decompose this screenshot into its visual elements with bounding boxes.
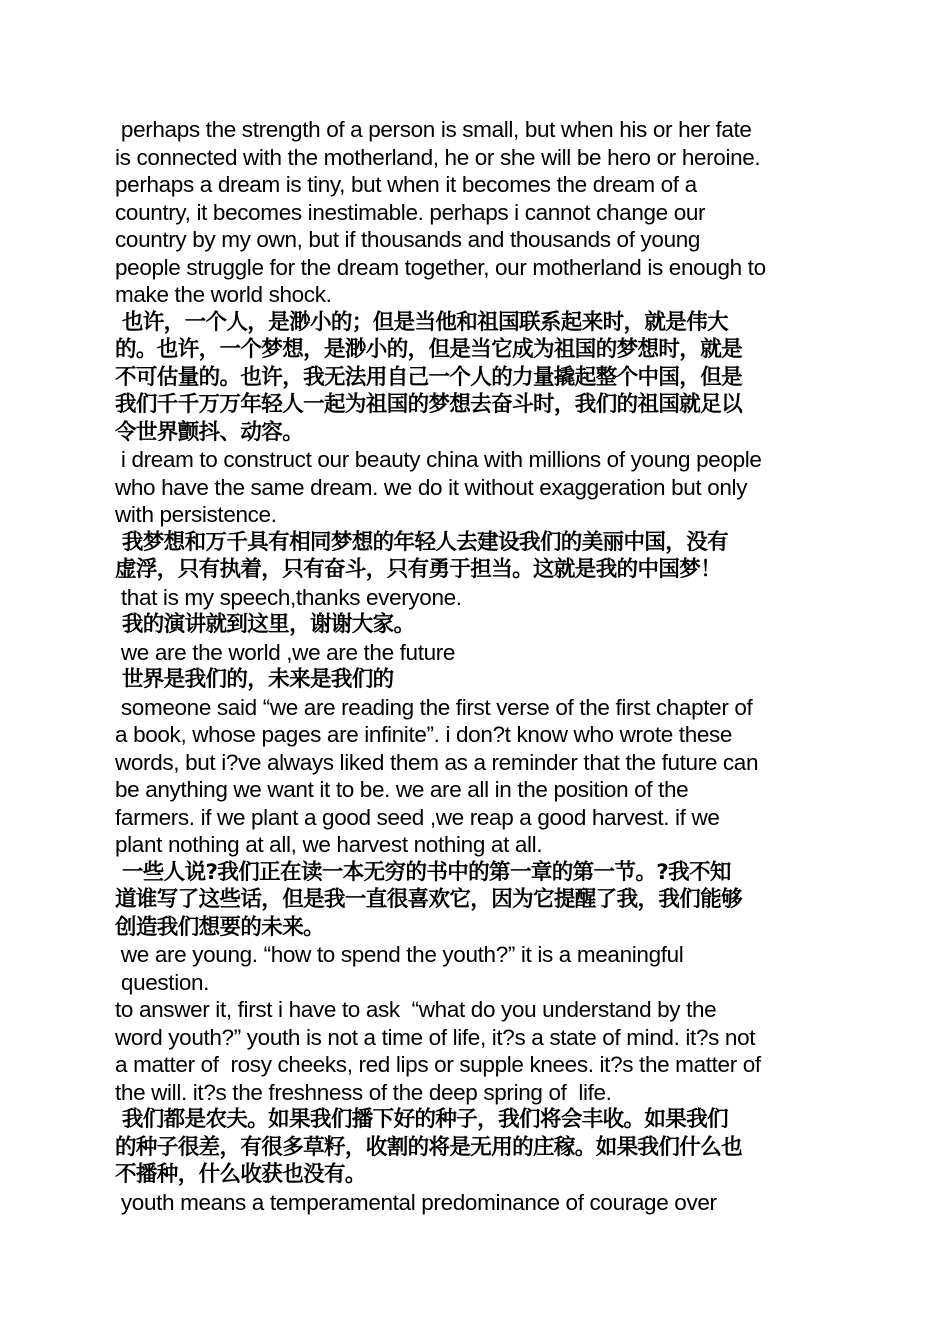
text-line: 一些人说?我们正在读一本无穷的书中的第一章的第一节。?我不知 (115, 859, 731, 885)
text-line: country, it becomes inestimable. perhaps i cannot change our (115, 199, 706, 225)
text-line: who have the same dream. we do it without exaggeration but only (115, 474, 748, 500)
text-line: 令世界颤抖、动容。 (115, 419, 304, 445)
text-line: to answer it, first i have to ask “what do you understand by the (115, 997, 717, 1022)
text-line: 我梦想和万千具有相同梦想的年轻人去建设我们的美丽中国，没有 (115, 529, 728, 555)
text-line: 的。也许，一个梦想，是渺小的，但是当它成为祖国的梦想时，就是 (115, 337, 743, 362)
text-line: 不可估量的。也许，我无法用自己一个人的力量撬起整个中国，但是 (115, 364, 743, 390)
text-line: 世界是我们的，未来是我们的 (115, 667, 394, 692)
text-line: perhaps a dream is tiny, but when it becomes the dream of a (115, 172, 697, 197)
text-line: a book, whose pages are infinite”. i don?t know who wrote these (115, 722, 733, 747)
text-line: youth means a temperamental predominance of courage over (115, 1189, 717, 1215)
text-line: word youth?” youth is not a time of life, it?s a state of mind. it?s not (115, 1024, 756, 1050)
text-line: make the world shock. (115, 282, 332, 307)
document-body (115, 116, 837, 1216)
text-line: is connected with the motherland, he or she will be hero or heroine. (115, 144, 761, 170)
text-line: 创造我们想要的未来。 (115, 914, 325, 940)
text-line: plant nothing at all, we harvest nothing at all. (115, 832, 543, 857)
text-line: country by my own, but if thousands and thousands of young (115, 227, 701, 252)
text-line: 我们千千万万年轻人一起为祖国的梦想去奋斗时，我们的祖国就足以 (115, 392, 743, 417)
text-line: that is my speech,thanks everyone. (115, 584, 462, 610)
text-line: 也许，一个人，是渺小的；但是当他和祖国联系起来时，就是伟大 (115, 309, 728, 335)
text-line: with persistence. (115, 502, 277, 527)
text-line: 我们都是农夫。如果我们播下好的种子，我们将会丰收。如果我们 (115, 1107, 728, 1132)
text-line: be anything we want it to be. we are all in the position of the (115, 777, 689, 802)
text-line: i dream to construct our beauty china with millions of young people (115, 447, 762, 472)
text-line: 虚浮，只有执着，只有奋斗，只有勇于担当。这就是我的中国梦！ (115, 557, 722, 582)
text-line: 我的演讲就到这里，谢谢大家。 (115, 612, 415, 637)
text-line: 不播种，什么收获也没有。 (115, 1162, 366, 1187)
text-line: we are young. “how to spend the youth?” it is a meaningful (115, 942, 684, 967)
text-line: words, but i?ve always liked them as a reminder that the future can (115, 749, 759, 775)
text-line: question. (115, 969, 210, 995)
text-line: someone said “we are reading the first verse of the first chapter of (115, 694, 753, 720)
text-line: farmers. if we plant a good seed ,we reap a good harvest. if we (115, 804, 720, 830)
text-line: a matter of rosy cheeks, red lips or supple knees. it?s the matter of (115, 1052, 761, 1077)
text-line: 道谁写了这些话，但是我一直很喜欢它，因为它提醒了我，我们能够 (115, 887, 743, 912)
text-line: the will. it?s the freshness of the deep spring of life. (115, 1079, 612, 1105)
text-line: we are the world ,we are the future (115, 639, 456, 665)
text-line: people struggle for the dream together, our motherland is enough to (115, 254, 766, 280)
text-line: 的种子很差，有很多草籽，收割的将是无用的庄稼。如果我们什么也 (115, 1134, 743, 1160)
text-line: perhaps the strength of a person is small, but when his or her fate (115, 117, 752, 142)
